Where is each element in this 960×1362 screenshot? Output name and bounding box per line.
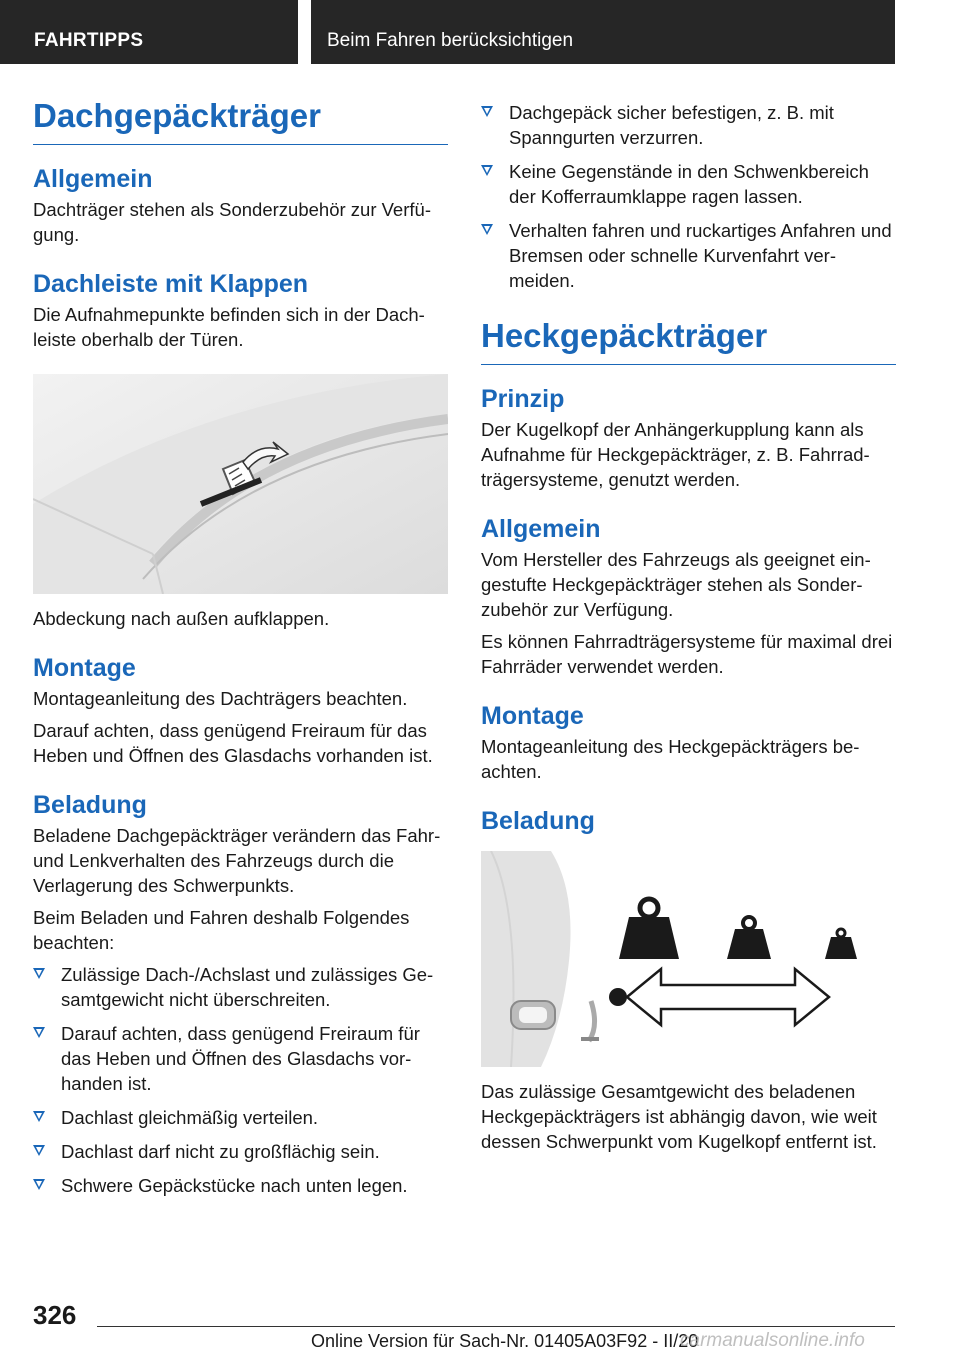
- watermark-text: carmanualsonline.info: [680, 1330, 865, 1351]
- list-item: Schwere Gepäckstücke nach unten legen.: [33, 1173, 448, 1198]
- heading-beladung-heck: Beladung: [481, 807, 595, 835]
- paragraph-dachleiste: Die Aufnahmepunkte befinden sich in der Dach-leiste oberhalb der Türen.: [33, 304, 425, 350]
- footer-version-text: Online Version für Sach-Nr. 01405A03F92 - II/20: [311, 1331, 699, 1351]
- header-chapter-title: Beim Fahren berücksichtigen: [311, 0, 895, 64]
- paragraph-montage-2: Darauf achten, dass genügend Freiraum für das Heben und Öffnen des Glasdachs vorhanden ist.: [33, 720, 433, 766]
- right-column: [481, 100, 896, 1161]
- header-section-label: FAHRTIPPS: [0, 0, 298, 64]
- paragraph-allgemein-heck-2: Es können Fahrradträgersysteme für maximal drei Fahrräder verwendet werden.: [481, 631, 893, 677]
- paragraph-prinzip: Der Kugelkopf der Anhängerkupplung kann als Aufnahme für Heckgepäckträger, z. B. Fahrrad-trägersysteme, genutzt werden.: [481, 419, 870, 490]
- heading-montage: Montage: [33, 654, 136, 682]
- left-column: [33, 96, 448, 1207]
- list-item: Darauf achten, dass genügend Freiraum für das Heben und Öffnen des Glasdachs vor-handen ist.: [33, 1021, 448, 1096]
- paragraph-allgemein: Dachträger stehen als Sonderzubehör zur Verfü-gung.: [33, 199, 431, 245]
- triangle-bullet-icon: [33, 1145, 45, 1156]
- bullet-list-left: [33, 962, 448, 1198]
- triangle-bullet-icon: [33, 1027, 45, 1038]
- list-item: Keine Gegenstände in den Schwenkbereich der Kofferraumklappe ragen lassen.: [481, 159, 896, 209]
- heading-montage-heck: Montage: [481, 702, 584, 730]
- list-item: Dachgepäck sicher befestigen, z. B. mit Spanngurten verzurren.: [481, 100, 896, 150]
- figure-caption-rear: Das zulässige Gesamtgewicht des beladenen Heckgepäckträgers ist abhängig davon, wie weit dessen Schwerpunkt vom Kugelkopf entfernt ist.: [481, 1081, 877, 1152]
- list-item: Verhalten fahren und ruckartiges Anfahren und Bremsen oder schnelle Kurvenfahrt ver-meiden.: [481, 218, 896, 293]
- heading-allgemein: Allgemein: [33, 165, 153, 193]
- bullet-list-right: [481, 100, 896, 293]
- figure-caption-roof: Abdeckung nach außen aufklappen.: [33, 608, 330, 629]
- heading-dachgepaecktraeger: Dachgepäckträger: [33, 96, 448, 145]
- paragraph-beladung-2: Beim Beladen und Fahren deshalb Folgendes beachten:: [33, 907, 410, 953]
- heading-beladung: Beladung: [33, 791, 147, 819]
- triangle-bullet-icon: [33, 1179, 45, 1190]
- list-item: Zulässige Dach-/Achslast und zulässiges Ge-samtgewicht nicht überschreiten.: [33, 962, 448, 1012]
- paragraph-beladung-1: Beladene Dachgepäckträger verändern das Fahr- und Lenkverhalten des Fahrzeugs durch die Verlagerung des Schwerpunkts.: [33, 825, 441, 896]
- paragraph-montage-heck: Montageanleitung des Heckgepäckträgers be-achten.: [481, 736, 860, 782]
- triangle-bullet-icon: [481, 106, 493, 117]
- page-number: 326: [33, 1300, 77, 1330]
- triangle-bullet-icon: [481, 224, 493, 235]
- triangle-bullet-icon: [481, 165, 493, 176]
- list-item: Dachlast darf nicht zu großflächig sein.: [33, 1139, 448, 1164]
- heading-allgemein-heck: Allgemein: [481, 515, 601, 543]
- paragraph-allgemein-heck-1: Vom Hersteller des Fahrzeugs als geeignet ein-gestufte Heckgepäckträger stehen als Sonder-zubehör zur Verfügung.: [481, 549, 871, 620]
- list-item: Dachlast gleichmäßig verteilen.: [33, 1105, 448, 1130]
- paragraph-montage-1: Montageanleitung des Dachträgers beachten.: [33, 688, 408, 709]
- rear-carrier-load-illustration: [481, 851, 896, 1067]
- heading-dachleiste: Dachleiste mit Klappen: [33, 270, 309, 298]
- roof-rail-illustration: [33, 374, 448, 594]
- footer-divider: [97, 1326, 895, 1327]
- triangle-bullet-icon: [33, 968, 45, 979]
- heading-prinzip: Prinzip: [481, 385, 565, 413]
- heading-heckgepaecktraeger: Heckgepäckträger: [481, 316, 896, 365]
- triangle-bullet-icon: [33, 1111, 45, 1122]
